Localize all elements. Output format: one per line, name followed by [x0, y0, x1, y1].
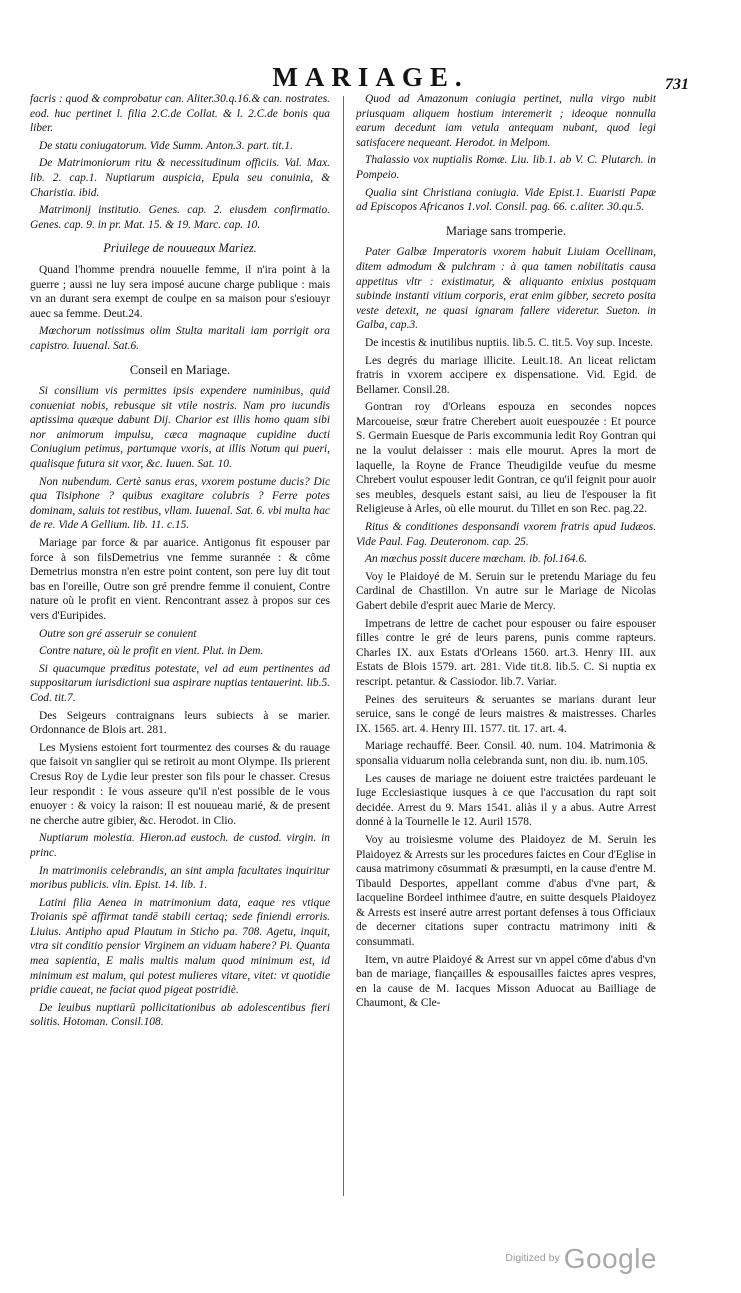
- paragraph: Les degrés du mariage illicite. Leuit.18. An liceat relictam fratris in vxorem accipere ex dispensatione. Vid. Egid. de Bellamer. Consil.28.: [356, 354, 656, 396]
- paragraph: Outre son gré asseruir se conuient: [39, 627, 197, 640]
- paragraph: An mœchus possit ducere mœcham. ib. fol.164.6.: [365, 553, 587, 566]
- digitized-by-label: Digitized by: [505, 1252, 560, 1264]
- paragraph: Matrimonij institutio. Genes. cap. 2. eiusdem confirmatio. Genes. cap. 9. in pr. Mat. 15. & 19. Marc. cap. 10.: [30, 204, 330, 231]
- page-number: 731: [665, 76, 689, 93]
- paragraph: In matrimoniis celebrandis, an sint ampla facultates inquiritur moribus publicis. vlin. Epist. 14. lib. 1.: [30, 864, 330, 892]
- digitized-by-google-watermark: [505, 1243, 657, 1275]
- section-heading: Priuilege de nouueaux Mariez.: [103, 241, 257, 256]
- paragraph: Impetrans de lettre de cachet pour espouser ou faire espouser filles contre le gré de leurs parens, punis comme rapteurs. Charles IX. aux Estats d'Orleans 1560. art.3. Henry III. aux Estats de Blois 1579. art. 281. Vide tit.8. lib.5. C. Si nuptia ex rescript. petantur. & Cassiodor. lib.7. Variar.: [356, 617, 656, 688]
- left-column: [30, 92, 330, 1232]
- column-divider: [343, 96, 344, 1196]
- paragraph: Quand l'homme prendra nouuelle femme, il n'ira point à la guerre ; aussi ne luy sera imposé aucune charge publique : mais vn an durant sera exempt de coulpe en sa maison pour s'esiouyr auec sa femme. Deut.24.: [30, 263, 330, 320]
- paragraph: Si consilium vis permittes ipsis expendere numinibus, quid conueniat nobis, rebusque sit vtile nostris. Nam pro iucundis aptissima quæque dabunt Dij. Charior est illis homo quam sibi nor animorum impulsu, cæca magnaque cupidine ducti Coniugium petimus, partumque vxoris, at illis Notum qui pueri, qualisque futura sit vxor, &c. Iuuen. Sat. 10.: [30, 385, 330, 471]
- right-column: [356, 92, 656, 1232]
- paragraph: Les Mysiens estoient fort tourmentez des courses & du rauage que faisoit vn sanglier qui se retiroit au mont Olympe. Ils prierent Cresus Roy de Lydie leur prester son fils pour le chasser. Cresus leur respondit : Ie vous asseure qu'il n'est possible de le vous enuoyer : & voicy la raison: Il est nouueau marié, & de present ne cherche autre gibier, &c. Herodot. in Clio.: [30, 741, 330, 827]
- paragraph: Qualia sint Christiana coniugia. Vide Epist.1. Euaristi Papæ ad Episcopos Africanos 1.vol. Consil. pag. 66. c.aliter. 30.qu.5.: [356, 186, 656, 214]
- paragraph: Item, vn autre Plaidoyé & Arrest sur vn appel cōme d'abus d'vn ban de mariage, fiançailles & espousailles faictes apres vespres, en la cause de M. Iacques Misson Aduocat au Bailliage de Chaumont, & Cle-: [356, 953, 656, 1010]
- paragraph: Mariage par force & par auarice. Antigonus fit espouser par force à son filsDemetrius vne femme surannée : & côme Demetrius monstra n'en estre point content, son pere luy dit tout bas en l'oreille, Outre son gré prendre femme il conuient, Contre nature où le profit en vient. Rencontrant assez à propos sur ces vers d'Euripides.: [30, 537, 330, 622]
- paragraph: Pater Galbæ Imperatoris vxorem habuit Liuiam Ocellinam, ditem admodum & pulchram : à qua tamen nobilitatis causa appetitus vltr : existimatur, & aliquanto enixius postquam subinde instanti vitium corporis, erat enim gibber, secreto posita veste detexit, ne quasi ignaram fallere videretur. Sueton. in Galba, cap.3.: [356, 246, 656, 332]
- paragraph: Quod ad Amazonum coniugia pertinet, nulla virgo nubit priusquam aliquem hostium interemerit ; ideoque nonnulla earum decedunt iam vetula antequam nubant, quod legi satisfacere nequeant. Herodot. in Melpom.: [356, 93, 656, 149]
- paragraph: Mœchorum notissimus olim Stulta maritali iam porrigit ora capistro. Iuuenal. Sat.6.: [30, 325, 330, 352]
- paragraph: Thalassio vox nuptialis Romæ. Liu. lib.1. ab V. C. Plutarch. in Pompeio.: [356, 154, 656, 181]
- paragraph: Latini filia Aenea in matrimonium data, eaque res vtique Troianis spē affirmat tandē stabili certaq; sede finiendi erroris. Liuius. Antipho apud Plautum in Sticho pa. 708. Agetu, inquit, vtra sit conditio pensior Virginem an viduam habere? Pi. Quanta mea sapientia, E malis multis malum quod minimum est, id minimum est malum, qui potest mulieres vitare, vitet: vt quotidie pridie caueat, ne faciat quod pigeat postridiè.: [30, 896, 330, 997]
- paragraph: Nuptiarum molestia. Hieron.ad eustoch. de custod. virgin. in princ.: [30, 832, 330, 859]
- paragraph: Si quacumque præditus potestate, vel ad eum pertinentes ad suppositarum iurisdictioni sua aspirare nuptias tentauerint. lib.5. Cod. tit.7.: [30, 662, 330, 704]
- paragraph: Mariage rechauffé. Beer. Consil. 40. num. 104. Matrimonia & sponsalia viduarum nolla celebranda sunt, non diu. ib. num.105.: [356, 740, 656, 767]
- paragraph: De statu coniugatorum. Vide Summ. Anton.3. part. tit.1.: [39, 139, 293, 152]
- google-logo: Google: [563, 1243, 657, 1274]
- paragraph: Les causes de mariage ne doiuent estre traictées pardeuant le Iuge Ecclesiastique iusques à ce que l'accusation du rapt soit decidée. Arrest du 9. Mars 1541. aliàs il y a abus. Autre Arrest donné à la Tournelle le 12. Auril 1578.: [356, 772, 656, 829]
- section-heading: Mariage sans tromperie.: [445, 223, 567, 238]
- paragraph: Voy le Plaidoyé de M. Seruin sur le pretendu Mariage du feu Cardinal de Chastillon. Vn autre sur le Mariage de Nicolas Gabert debile d'esprit auec Marie de Mercy.: [356, 570, 656, 612]
- paragraph: Peines des seruiteurs & seruantes se marians durant leur seruice, sans le congé de leurs maistres & maistresses. Charles IX. 1565. art. 4. Henry III. 1577. tit. 17. art. 4.: [356, 693, 656, 735]
- running-head: MARIAGE.: [272, 62, 469, 92]
- paragraph: De leuibus nuptiarū pollicitationibus ab adolescentibus fieri solitis. Hotoman. Consil.108.: [30, 1001, 330, 1029]
- paragraph: Voy au troisiesme volume des Plaidoyez de M. Seruin les Plaidoyez & Arrests sur les procedures faictes en Cour d'Eglise in causa matrimony cōsummati & præsumpti, en la cause d'entre M. Tibauld Desportes, appellant comme d'abus d'vne part, & Iacqueline Bordeel inthimee d'autre, en suitte desquels Plaidoyez & Arrests est inseré autre arrest portant defenses à tous Officiaux de decerner citations super contractu matrimony initi & consummati.: [356, 833, 656, 949]
- paragraph: Gontran roy d'Orleans espouza en secondes nopces Marcoueise, sœur fratre Cherebert auoit euespouzée : Et pource S. Germain Euesque de Paris excommunia ledit Roy Gontran qui ne la voulut delaisser : mais elle mourut. Apres la mort de laquelle, la Royne de France Theudigilde veufue du mesme Chrebert voulut espouser ledit Gontran, ce qu'il feignit pour auoir ses meubles, desquels estant saisi, au lieu de l'espouser la fit Religieuse à Arles, où elle mourut. du Tillet en son Rec. pag.22.: [356, 401, 656, 516]
- paragraph: Des Seigeurs contraignans leurs subiects à se marier. Ordonnance de Blois art. 281.: [30, 709, 330, 737]
- paragraph: Contre nature, où le profit en vient. Plut. in Dem.: [39, 645, 264, 658]
- paragraph: Ritus & conditiones desponsandi vxorem fratris apud Iudæos. Vide Paul. Fag. Deuteronom. cap. 25.: [356, 521, 656, 548]
- paragraph: facris : quod & comprobatur can. Aliter.30.q.16.& can. nostrates. eod. huc pertinet l. filia 2.C.de Collat. & l. 2.C.de bonis qua liber.: [30, 93, 330, 135]
- paragraph: De incestis & inutilibus nuptiis. lib.5. C. tit.5. Voy sup. Inceste.: [365, 336, 654, 349]
- paragraph: De Matrimoniorum ritu & necessitudinum officiis. Val. Max. lib. 2. cap.1. Nuptiarum auspicia, Epula seu conuinia, & Charistia. ibid.: [30, 157, 330, 199]
- paragraph: Non nubendum. Certè sanus eras, vxorem postume ducis? Dic qua Tisiphone ? quibus exagitare colubris ? Ferre potes dominam, saluis tot restibus, vllam. Iuuenal. Sat. 6. vbi multa hac de re. Vide A Gellium. lib. 11. c.15.: [30, 475, 330, 532]
- section-heading: Conseil en Mariage.: [129, 362, 231, 377]
